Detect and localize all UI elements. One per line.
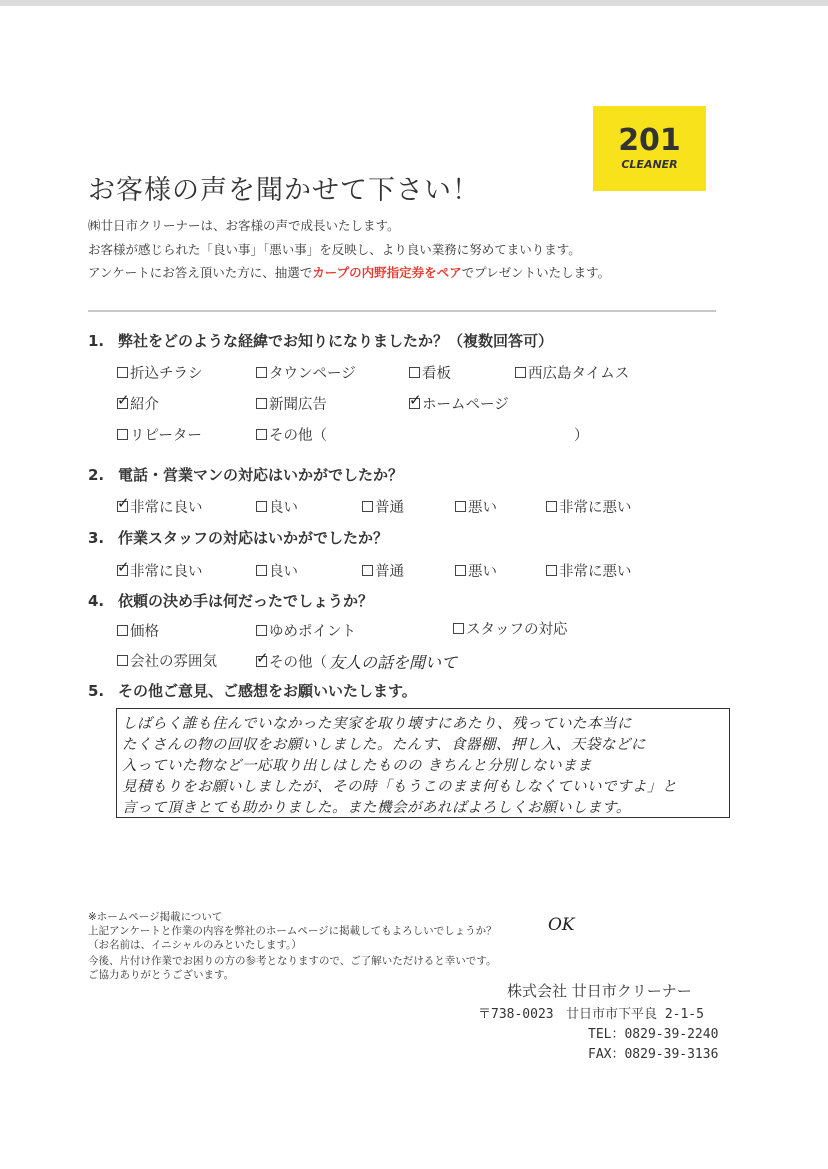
checkbox[interactable] — [409, 367, 420, 378]
checkbox[interactable] — [455, 565, 466, 576]
option-label: 良い — [269, 500, 298, 516]
intro-line-1: ㈱廿日市クリーナーは、お客様の声で成長いたします。 — [88, 218, 400, 233]
intro-prize: カープの内野指定券をペア — [312, 265, 462, 280]
option-label: 看板 — [422, 366, 451, 382]
intro-line-3-post: でプレゼントいたします。 — [461, 265, 611, 280]
option-label: 新聞広告 — [269, 397, 327, 413]
q2-option[interactable] — [256, 496, 298, 517]
q1-option[interactable] — [515, 362, 629, 383]
option-label: リピーター — [130, 428, 202, 444]
q1-option[interactable] — [256, 362, 356, 383]
question-text: その他ご意見、ご感想をお願いいたします。 — [118, 682, 417, 700]
checkbox[interactable] — [453, 623, 464, 634]
checkbox-checked[interactable] — [409, 391, 422, 409]
q1-option[interactable] — [256, 393, 327, 414]
q1-option[interactable] — [256, 424, 327, 445]
checkbox[interactable] — [117, 429, 128, 440]
checkbox[interactable] — [117, 655, 128, 666]
option-label: 非常に悪い — [559, 500, 632, 516]
other-handwritten-answer: 友人の話を聞いて — [329, 653, 458, 672]
comment-line: しばらく誰も住んでいなかった実家を取り壊すにあたり、残っていた本当に — [122, 716, 632, 732]
option-label: 普通 — [375, 564, 404, 580]
question-number: 1. — [88, 332, 105, 350]
checkbox[interactable] — [256, 398, 267, 409]
handwritten-ok: OK — [548, 915, 575, 935]
checkbox[interactable] — [256, 501, 267, 512]
top-border — [0, 0, 828, 6]
question-number: 3. — [88, 529, 105, 547]
checkbox-checked[interactable] — [117, 391, 130, 409]
question-2 — [88, 464, 403, 485]
question-4 — [88, 590, 373, 611]
q3-option[interactable] — [546, 560, 632, 581]
question-3 — [88, 527, 388, 548]
q4-option[interactable] — [117, 620, 159, 641]
question-text: 弊社をどのような経緯でお知りになりましたか？（複数回答可） — [118, 332, 554, 350]
option-label: 良い — [269, 564, 298, 580]
option-label: ホームページ — [422, 397, 509, 413]
intro-line-3 — [88, 263, 610, 281]
check-mark-icon: ✓ — [117, 494, 130, 512]
question-text: 電話・営業マンの対応はいかがでしたか？ — [118, 466, 404, 484]
option-label: タウンページ — [269, 366, 356, 382]
comment-line: 言って頂きとても助かりました。また機会があればよろしくお願いします。 — [122, 800, 631, 816]
q3-option[interactable] — [362, 560, 404, 581]
comment-line: たくさんの物の回収をお願いしました。たんす、食器棚、押し入、天袋などに — [122, 737, 646, 753]
checkbox[interactable] — [362, 565, 373, 576]
option-label: その他（ — [269, 428, 327, 444]
intro-line-2: お客様が感じられた「良い事」「悪い事」を反映し、より良い業務に努めてまいります。 — [88, 242, 581, 257]
option-label: 価格 — [130, 624, 159, 640]
option-label: 悪い — [468, 564, 497, 580]
q4-option[interactable] — [256, 620, 356, 641]
check-mark-icon: ✓ — [117, 558, 130, 576]
check-mark-icon: ✓ — [117, 391, 130, 409]
checkbox[interactable] — [117, 367, 128, 378]
checkbox[interactable] — [362, 501, 373, 512]
q1-option[interactable] — [409, 393, 509, 414]
option-label: 紹介 — [130, 397, 159, 413]
q3-option[interactable] — [455, 560, 497, 581]
option-label: 折込チラシ — [130, 366, 203, 382]
option-label: 普通 — [375, 500, 404, 516]
q1-close-paren: ） — [574, 428, 589, 444]
checkbox-checked[interactable] — [117, 558, 130, 576]
note-line: 上記アンケートと作業の内容を弊社のホームページに掲載してもよろしいでしょうか？ — [88, 925, 497, 937]
question-text: 作業スタッフの対応はいかがでしたか？ — [118, 529, 389, 547]
checkbox[interactable] — [546, 501, 557, 512]
checkbox-checked[interactable] — [117, 494, 130, 512]
intro-line-3-pre: アンケートにお答え頂いた方に、抽選で — [88, 265, 313, 280]
company-tel: TEL：0829-39-2240 — [588, 1027, 719, 1042]
checkbox[interactable] — [256, 625, 267, 636]
checkbox-checked[interactable] — [256, 649, 269, 667]
comment-line: 入っていた物など一応取り出しはしたものの きちんと分別しないまま — [122, 758, 593, 774]
q2-option[interactable] — [362, 496, 404, 517]
checkbox[interactable] — [117, 625, 128, 636]
q2-option[interactable] — [546, 496, 632, 517]
note-line: （お名前は、イニシャルのみといたします。） — [88, 939, 302, 951]
q1-option[interactable] — [117, 424, 202, 445]
checkbox[interactable] — [515, 367, 526, 378]
checkbox[interactable] — [455, 501, 466, 512]
page-title: お客様の声を聞かせて下さい！ — [88, 175, 480, 206]
option-label: 非常に良い — [130, 500, 203, 516]
q1-option[interactable] — [409, 362, 451, 383]
q2-option[interactable] — [117, 496, 203, 517]
question-number: 2. — [88, 466, 105, 484]
option-label: 非常に悪い — [559, 564, 632, 580]
question-text: 依頼の決め手は何だったでしょうか？ — [118, 592, 374, 610]
option-label: スタッフの対応 — [466, 622, 568, 638]
option-label: 悪い — [468, 500, 497, 516]
q4-option[interactable] — [256, 650, 457, 673]
option-label: 西広島タイムス — [528, 366, 630, 382]
section-divider — [88, 310, 716, 312]
check-mark-icon: ✓ — [256, 649, 269, 667]
q3-option[interactable] — [256, 560, 298, 581]
logo-number: 201 — [618, 123, 681, 158]
company-fax: FAX：0829-39-3136 — [588, 1047, 719, 1062]
question-number: 4. — [88, 592, 105, 610]
note-line: ご協力ありがとうございます。 — [88, 969, 235, 981]
q4-option[interactable] — [453, 618, 568, 639]
postal-code: 〒738-0023 — [478, 1007, 554, 1022]
q2-option[interactable] — [455, 496, 497, 517]
question-1 — [88, 330, 553, 351]
note-line: ※ホームページ掲載について — [88, 911, 223, 923]
logo-text: CLEANER — [621, 158, 678, 171]
option-label: その他（ — [269, 655, 327, 671]
company-logo — [593, 106, 706, 191]
q1-option[interactable] — [117, 393, 159, 414]
q3-option[interactable] — [117, 560, 203, 581]
option-label: 非常に良い — [130, 564, 203, 580]
note-line: 今後、片付け作業でお困りの方の参考となりますので、ご了解いただけると幸いです。 — [88, 955, 497, 967]
option-label: 会社の雰囲気 — [130, 654, 217, 670]
company-address: 廿日市市下平良 2-1-5 — [566, 1007, 704, 1022]
checkbox[interactable] — [256, 367, 267, 378]
option-label: ゆめポイント — [269, 624, 356, 640]
q1-option[interactable] — [117, 362, 203, 383]
q4-option[interactable] — [117, 650, 217, 671]
checkbox[interactable] — [546, 565, 557, 576]
comment-line: 見積もりをお願いしましたが、その時「もうこのまま何もしなくていいですよ」と — [122, 779, 677, 795]
company-name: 株式会社 廿日市クリーナー — [507, 982, 692, 1000]
check-mark-icon: ✓ — [409, 391, 422, 409]
question-5 — [88, 680, 417, 701]
checkbox[interactable] — [256, 565, 267, 576]
checkbox[interactable] — [256, 429, 267, 440]
question-number: 5. — [88, 682, 105, 700]
